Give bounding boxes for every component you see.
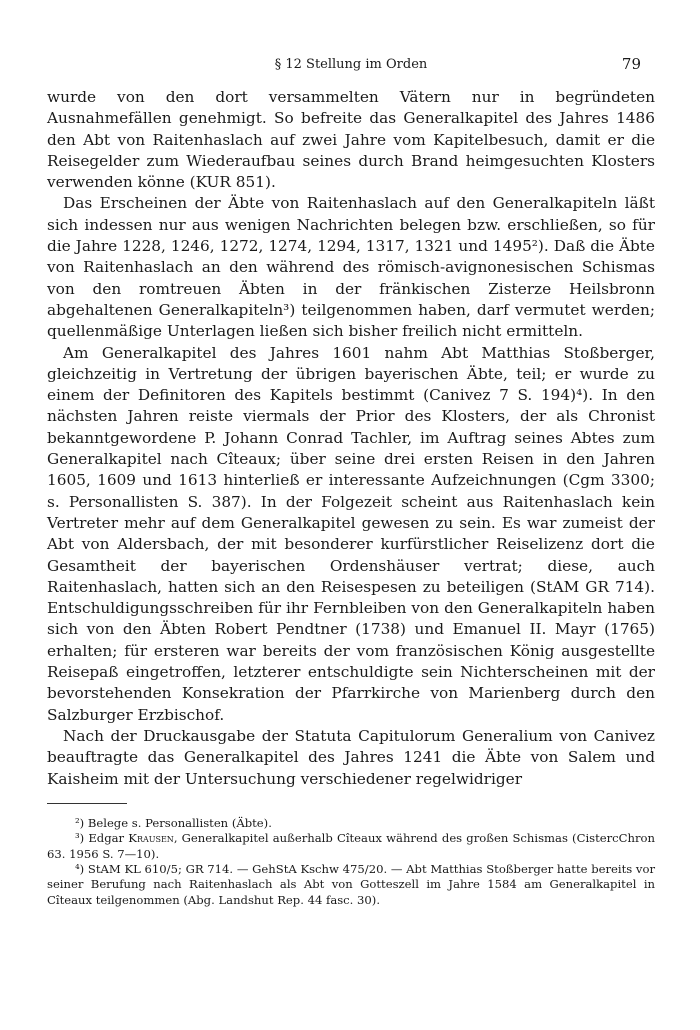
footnote-2: ²) Belege s. Personallisten (Äbte). bbox=[75, 815, 272, 830]
running-title: § 12 Stellung im Orden bbox=[274, 57, 428, 72]
footnote-4: ⁴) StAM KL 610/5; GR 714. — GehStA Kschw 475/20. — Abt Matthias Stoßberger hatte bereits vor seiner Berufung nach Raitenhaslach als Abt von Gotteszell im Jahre 1584 am Generalkapitel in Cîteaux teilgenommen (Abg. Landshut Rep. 44 fasc. 30). bbox=[47, 862, 655, 907]
footnotes bbox=[47, 816, 655, 908]
book-page bbox=[47, 55, 655, 908]
page-header bbox=[47, 55, 655, 77]
paragraph-continuation: wurde von den dort versammelten Vätern nur in begründeten Ausnahmefällen genehmigt. So befreite das Generalkapitel des Jahres 1486 den Abt von Raitenhaslach auf zwei Jahre vom Kapitelbesuch, damit er die Reisegelder zum Wiederaufbau seines durch Brand heimgesuchten Klosters verwenden könne (KUR 851). bbox=[47, 88, 655, 192]
footnote-3-prefix: ³) Edgar bbox=[75, 831, 129, 846]
footnote-3-author: Krausen bbox=[128, 831, 174, 846]
footnote-3 bbox=[47, 831, 655, 862]
footnote-3-text: , Generalkapitel außerhalb Cîteaux während des großen Schismas (CistercChron 63. 1956 S. 7—10). bbox=[47, 831, 655, 861]
paragraph-1601: Am Generalkapitel des Jahres 1601 nahm Abt Matthias Stoßberger, gleichzeitig in Vertretung der übrigen bayerischen Äbte, teil; er wurde zu einem der Definitoren des Kapitels bestimmt (Canivez 7 S. 194)⁴). In den nächsten Jahren reiste viermals der Prior des Klosters, der als Chronist bekanntgewordene P. Johann Conrad Tachler, im Auftrag seines Abtes zum Generalkapitel nach Cîteaux; über seine drei ersten Reisen in den Jahren 1605, 1609 und 1613 hinterließ er interessante Aufzeichnungen (Cgm 3300; s. Personallisten S. 387). In der Folgezeit scheint aus Raitenhaslach kein Vertreter mehr auf dem Generalkapitel gewesen zu sein. Es war zumeist der Abt von Aldersbach, der mit besonderer kurfürstlicher Reiselizenz dort die Gesamtheit der bayerischen Ordenshäuser vertrat; diese, auch Raitenhaslach, hatten sich an den Reisespesen zu beteiligen (StAM GR 714). Entschuldigungsschreiben für ihr Fernbleiben von den Generalkapiteln haben sich von den Äbten Robert Pendtner (1738) und Emanuel II. Mayr (1765) erhalten; für ersteren war bereits der vom französischen König ausgestellte Reisepaß eingetroffen, letzterer entschuldigte sein Nichterscheinen mit der bevorstehenden Konsekration der Pfarrkirche von Marienberg durch den Salzburger Erzbischof. bbox=[47, 343, 655, 724]
footnote-separator bbox=[47, 803, 127, 804]
paragraph-general-chapters: Das Erscheinen der Äbte von Raitenhaslach auf den Generalkapiteln läßt sich indessen nur aus wenigen Nachrichten belegen bzw. erschließen, so für die Jahre 1228, 1246, 1272, 1274, 1294, 1317, 1321 und 1495²). Daß die Äbte von Raitenhaslach an den während des römisch-avignonesischen Schismas von den romtreuen Äbten in der fränkischen Zisterze Heilsbronn abgehaltenen Generalkapiteln³) teilgenommen haben, darf vermutet werden; quellenmäßige Unterlagen ließen sich bisher freilich nicht ermitteln. bbox=[47, 194, 655, 341]
body-text bbox=[47, 87, 655, 790]
page-number: 79 bbox=[621, 55, 641, 73]
paragraph-canivez: Nach der Druckausgabe der Statuta Capitulorum Generalium von Canivez beauftragte das Generalkapitel des Jahres 1241 die Äbte von Salem und Kaisheim mit der Untersuchung verschiedener regelwidriger bbox=[47, 726, 655, 788]
